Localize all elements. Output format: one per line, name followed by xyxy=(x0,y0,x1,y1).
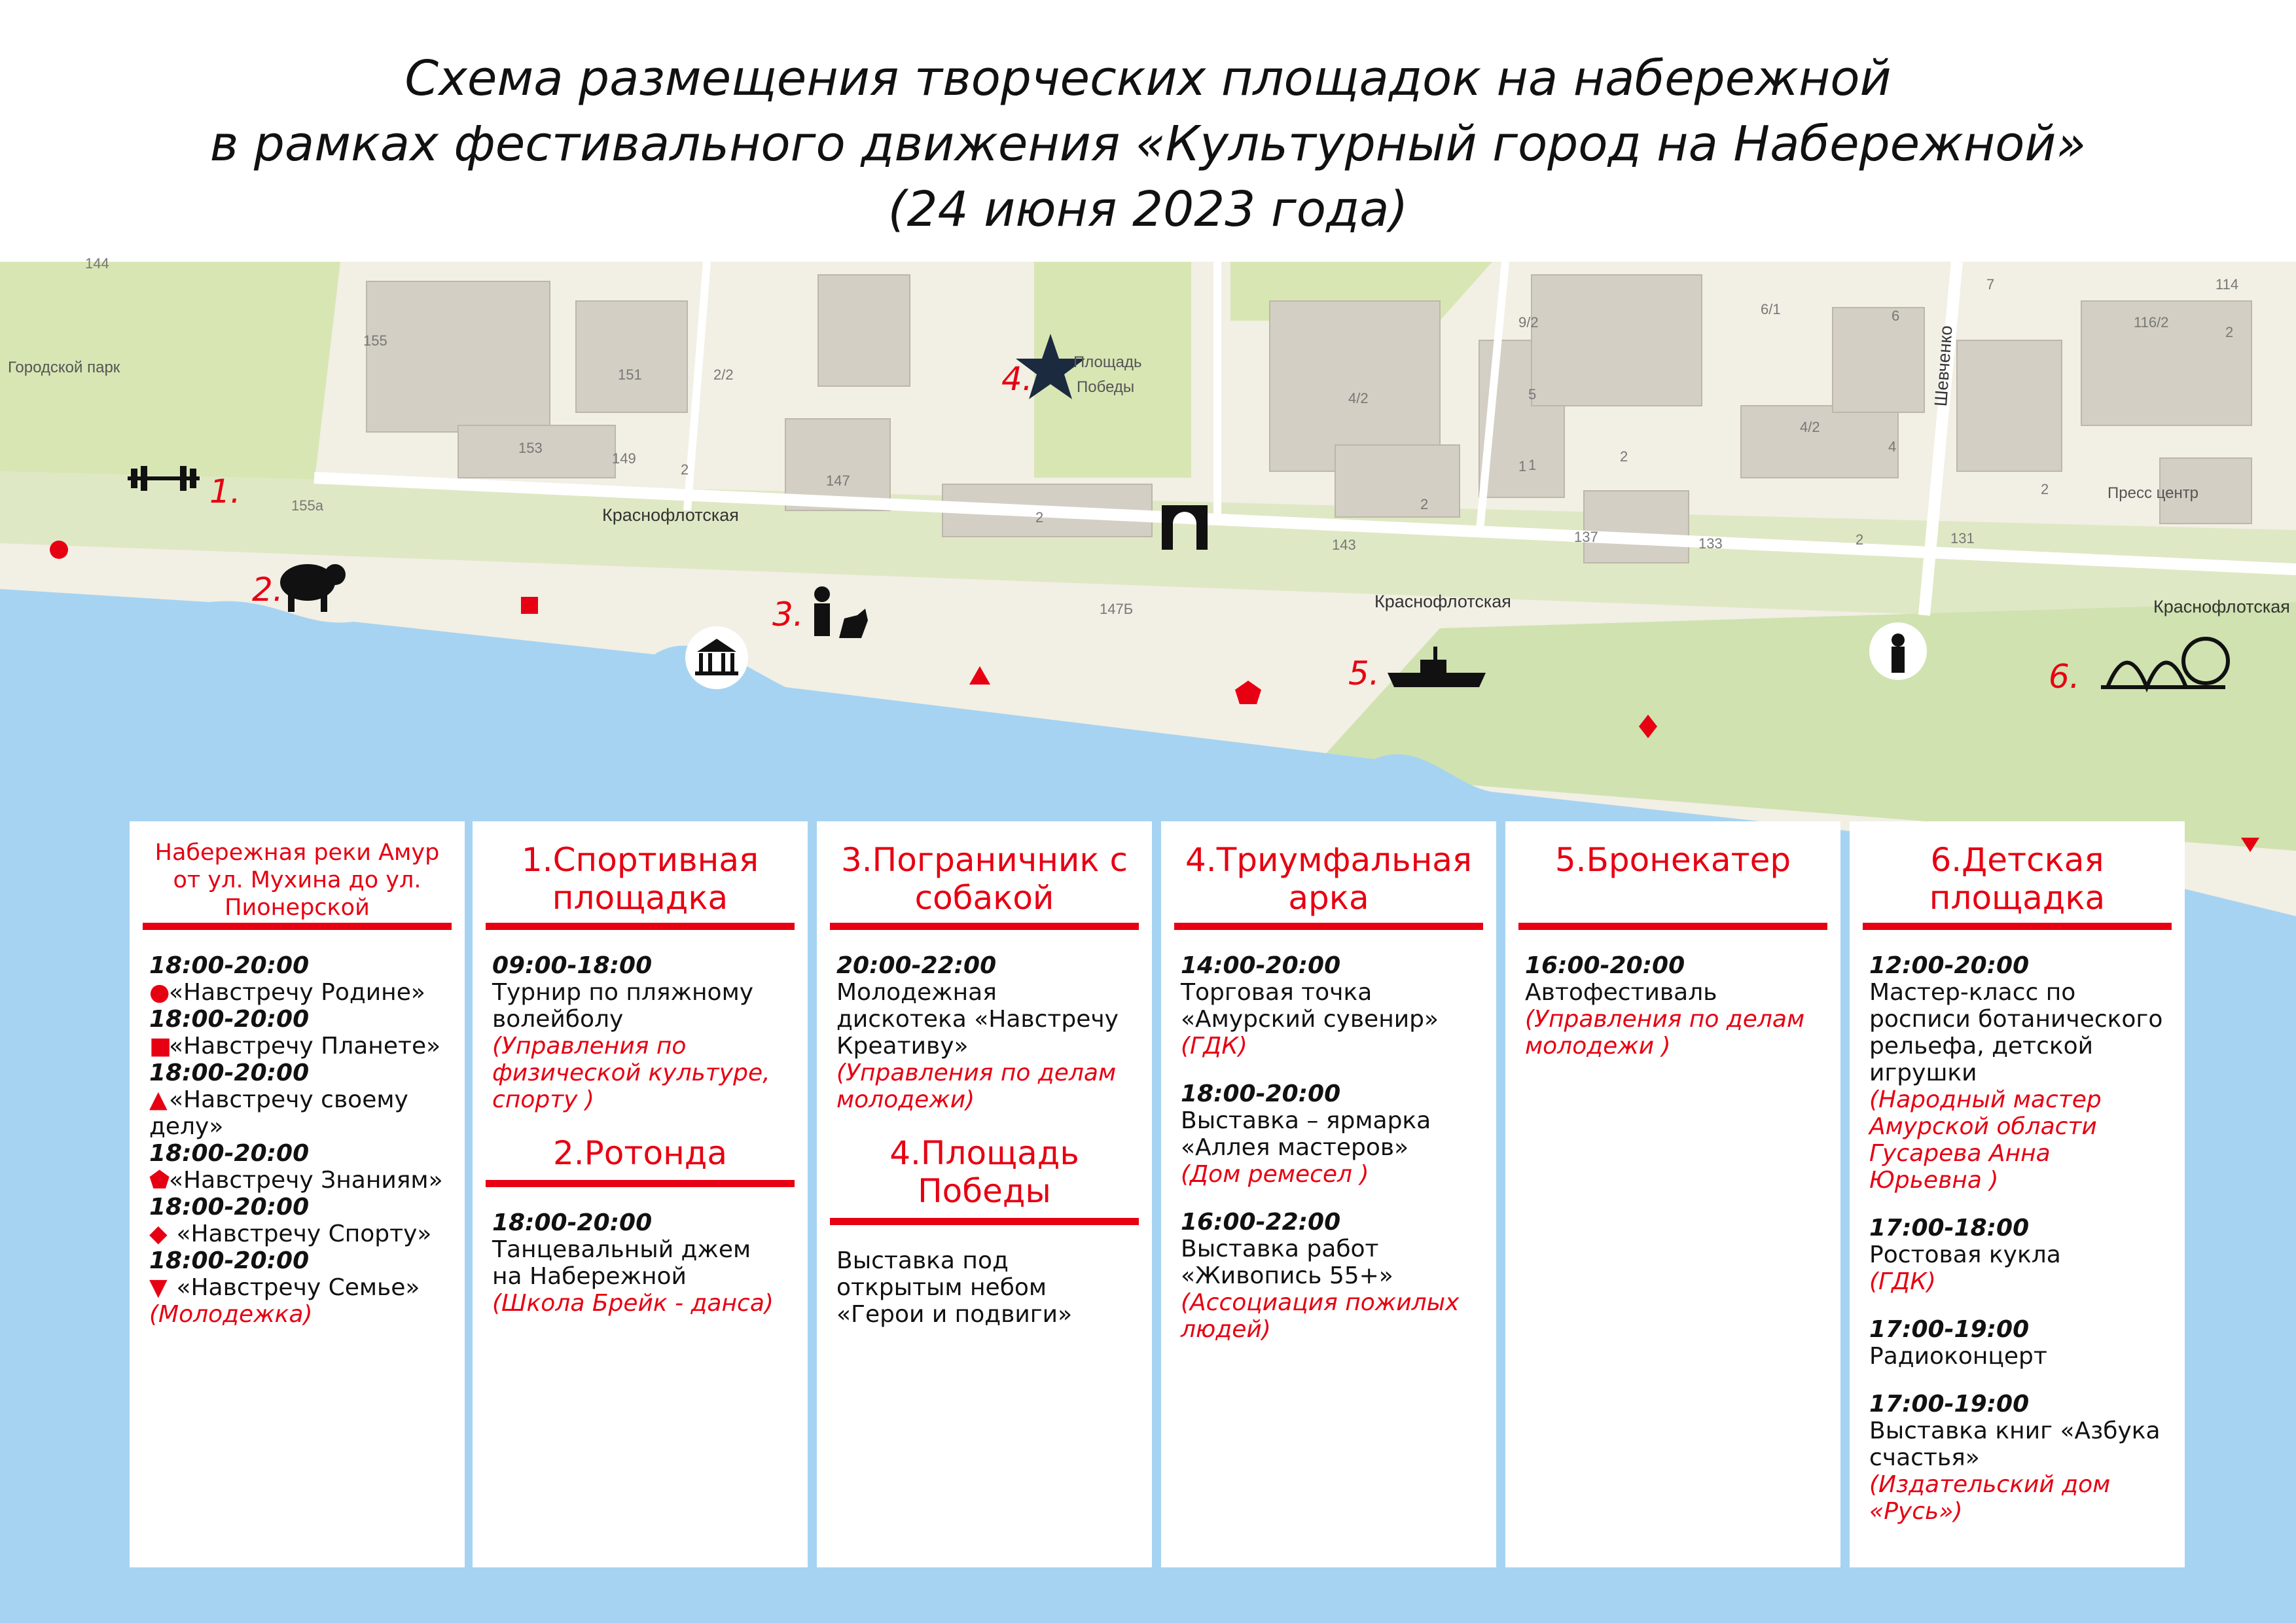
house-number: 131 xyxy=(1950,530,1975,546)
house-number: 133 xyxy=(1698,535,1723,552)
house-number: 6 xyxy=(1892,308,1900,324)
square-icon: ■ xyxy=(149,1033,172,1060)
event-time: 16:00-20:00 xyxy=(1525,952,1685,979)
event xyxy=(1525,952,1821,1060)
event-time: 18:00-20:00 xyxy=(1181,1080,1341,1107)
event-time: 12:00-20:00 xyxy=(1869,952,2030,979)
card-rule xyxy=(143,923,452,930)
house-number: 5 xyxy=(1528,386,1537,402)
title-line-3: (24 июня 2023 года) xyxy=(888,181,1408,238)
pentagon-icon: ⬟ xyxy=(149,1167,170,1194)
event-text: Торговая точка «Амурский сувенир» xyxy=(1181,979,1439,1033)
event-time: 18:00-20:00 xyxy=(149,1006,310,1033)
street-label-1: Краснофлотская xyxy=(602,505,739,525)
house-number: 4/2 xyxy=(1348,390,1369,406)
street-label-3: Краснофлотская xyxy=(2153,597,2290,616)
marker-label-2: 2. xyxy=(252,571,283,609)
house-number: 153 xyxy=(518,440,543,456)
card-rule xyxy=(486,923,795,930)
card-embankment xyxy=(130,821,465,1567)
event xyxy=(492,952,788,1113)
monument-icon xyxy=(1869,622,1927,680)
house-number: 1 xyxy=(1518,458,1527,474)
event-time: 18:00-20:00 xyxy=(149,1194,310,1221)
marker-label-5: 5. xyxy=(1348,654,1380,692)
event-text: «Навстречу Семье» xyxy=(169,1274,420,1301)
house-number: 2/2 xyxy=(713,366,734,383)
event xyxy=(1869,1215,2165,1295)
street-label-vertical: Шевченко xyxy=(1931,325,1956,408)
house-number: 116/2 xyxy=(2134,314,2169,330)
street-label-2: Краснофлотская xyxy=(1374,592,1511,611)
card-rule xyxy=(1518,923,1827,930)
card-title: 4.Триумфальная арка xyxy=(1185,841,1472,917)
diamond-icon: ◆ xyxy=(149,1221,168,1247)
event xyxy=(149,1060,445,1140)
event xyxy=(149,1006,445,1060)
event-organizer: (Ассоциация пожилых людей) xyxy=(1181,1289,1460,1343)
card-border-guard xyxy=(817,821,1152,1567)
card-title: 3.Пограничник с собакой xyxy=(840,841,1128,917)
card-rule xyxy=(830,1218,1139,1225)
house-number: 151 xyxy=(618,366,642,383)
house-number: 6/1 xyxy=(1761,301,1781,317)
house-number: 137 xyxy=(1574,529,1598,545)
press-center-label: Пресс центр xyxy=(2108,484,2199,502)
event-time: 18:00-20:00 xyxy=(149,1247,310,1274)
event-time: 17:00-19:00 xyxy=(1869,1391,2030,1418)
event-text: Выставка – ярмарка «Аллея мастеров» xyxy=(1181,1107,1431,1161)
event-organizer: (Народный мастер Амурской области Гусарева Анна Юрьевна ) xyxy=(1869,1086,2102,1194)
house-number: 2 xyxy=(1856,531,1864,548)
event-organizer: (ГДК) xyxy=(1181,1033,1247,1060)
house-number: 2 xyxy=(681,461,689,478)
triangle-icon: ▲ xyxy=(149,1086,168,1113)
event xyxy=(149,952,445,1006)
house-number: 114 xyxy=(2215,276,2239,293)
event-time: 18:00-20:00 xyxy=(492,1209,653,1236)
event xyxy=(836,1247,1132,1328)
marker-label-4: 4. xyxy=(1001,360,1033,398)
card-subtitle: 2.Ротонда xyxy=(552,1134,728,1172)
page-title xyxy=(0,46,2296,242)
event xyxy=(1869,1316,2165,1370)
card-rule xyxy=(1863,923,2172,930)
house-number: 2 xyxy=(2041,481,2049,497)
event-time: 18:00-20:00 xyxy=(149,1140,310,1167)
event xyxy=(1869,952,2165,1194)
event xyxy=(1181,1080,1477,1188)
house-number: 2 xyxy=(1035,509,1044,526)
event-organizer: (Школа Брейк - данса) xyxy=(492,1290,774,1317)
square-label-line2: Победы xyxy=(1077,378,1135,396)
house-number: 143 xyxy=(1332,537,1356,553)
house-number: 2 xyxy=(1420,496,1429,512)
event-text: «Навстречу своему делу» xyxy=(149,1086,408,1140)
event xyxy=(149,1140,445,1194)
card-sports-ground xyxy=(473,821,808,1567)
card-title: 5.Бронекатер xyxy=(1554,841,1791,879)
event xyxy=(1181,1209,1477,1343)
down-triangle-icon: ▼ xyxy=(149,1274,168,1301)
card-title: Набережная реки Амур от ул. Мухина до ул. Пионерской xyxy=(154,840,440,921)
event-time: 14:00-20:00 xyxy=(1181,952,1341,979)
house-number: 7 xyxy=(1986,276,1995,293)
event xyxy=(1869,1391,2165,1525)
card-rule xyxy=(830,923,1139,930)
house-number: 149 xyxy=(612,450,636,467)
event-time: 17:00-18:00 xyxy=(1869,1215,2030,1241)
event-text: Выставка книг «Азбука счастья» xyxy=(1869,1418,2161,1471)
event-time: 18:00-20:00 xyxy=(149,1060,310,1086)
event-text: Молодежная дискотека «Навстречу Креативу» xyxy=(836,979,1119,1060)
event-organizer: (Управления по делам молодежи) xyxy=(836,1060,1117,1113)
square-label-line1: Площадь xyxy=(1073,353,1142,371)
event-time: 18:00-20:00 xyxy=(149,952,310,979)
event-organizer: (Издательский дом «Русь») xyxy=(1869,1471,2111,1525)
card-armored-boat xyxy=(1505,821,1840,1567)
event xyxy=(836,952,1132,1113)
marker-square-icon xyxy=(521,597,538,614)
rotunda-icon xyxy=(685,626,748,689)
house-number: 4 xyxy=(1888,438,1897,455)
event-text: Ростовая кукла xyxy=(1869,1241,2061,1268)
card-title: 6.Детская площадка xyxy=(1929,841,2106,917)
house-number: 155а xyxy=(291,497,323,514)
event-organizer: (Управления по делам молодежи ) xyxy=(1525,1006,1805,1060)
house-number: 144 xyxy=(85,255,109,272)
event-organizer: (Управления по физической культуре, спорту ) xyxy=(492,1033,770,1113)
event xyxy=(149,1247,445,1301)
marker-label-1: 1. xyxy=(209,473,241,510)
house-number: 1 xyxy=(1528,457,1537,473)
card-rule xyxy=(486,1180,795,1187)
marker-label-6: 6. xyxy=(2049,658,2080,696)
title-line-2: в рамках фестивального движения «Культурный город на Набережной» xyxy=(209,116,2087,172)
event-text: «Навстречу Знаниям» xyxy=(169,1167,443,1194)
house-number: 2 xyxy=(2225,324,2234,340)
event-text: Автофестиваль xyxy=(1525,979,1717,1006)
event-text: Выставка под открытым небом «Герои и подвиги» xyxy=(836,1247,1073,1328)
event-text: Радиоконцерт xyxy=(1869,1343,2047,1370)
title-line-1: Схема размещения творческих площадок на набережной xyxy=(404,50,1892,107)
event xyxy=(492,1209,788,1317)
event-time: 09:00-18:00 xyxy=(492,952,653,979)
event-organizer: (Дом ремесел ) xyxy=(1181,1161,1369,1188)
event-text: Турнир по пляжному волейболу xyxy=(492,979,754,1033)
event-time: 20:00-22:00 xyxy=(836,952,997,979)
house-number: 2 xyxy=(1620,448,1628,465)
event-organizer: (Молодежка) xyxy=(149,1301,313,1328)
event-text: Выставка работ «Живопись 55+» xyxy=(1181,1236,1393,1289)
event-text: Танцевальный джем на Набережной xyxy=(492,1236,751,1290)
marker-label-3: 3. xyxy=(772,596,804,633)
card-kids-playground xyxy=(1850,821,2185,1567)
marker-circle-icon xyxy=(50,541,68,559)
event-text: «Навстречу Планете» xyxy=(169,1033,441,1060)
house-number: 147 xyxy=(826,473,850,489)
event-organizer: (ГДК) xyxy=(1869,1268,1936,1295)
event xyxy=(149,1194,445,1247)
card-triumphal-arch xyxy=(1161,821,1496,1567)
event-time: 16:00-22:00 xyxy=(1181,1209,1341,1236)
event-text: Мастер-класс по росписи ботанического рельефа, детской игрушки xyxy=(1869,979,2163,1086)
card-subtitle: 4.Площадь Победы xyxy=(889,1134,1079,1210)
park-label: Городской парк xyxy=(8,359,120,376)
card-title: 1.Спортивная площадка xyxy=(521,841,759,917)
house-number: 9/2 xyxy=(1518,314,1539,330)
house-number: 147Б xyxy=(1100,601,1134,617)
event-text: «Навстречу Спорту» xyxy=(169,1221,432,1247)
circle-icon: ● xyxy=(149,979,170,1006)
event xyxy=(1181,952,1477,1060)
card-rule xyxy=(1174,923,1483,930)
event-time: 17:00-19:00 xyxy=(1869,1316,2030,1343)
house-number: 155 xyxy=(363,332,387,349)
house-number: 4/2 xyxy=(1800,419,1820,435)
event-text: «Навстречу Родине» xyxy=(169,979,425,1006)
